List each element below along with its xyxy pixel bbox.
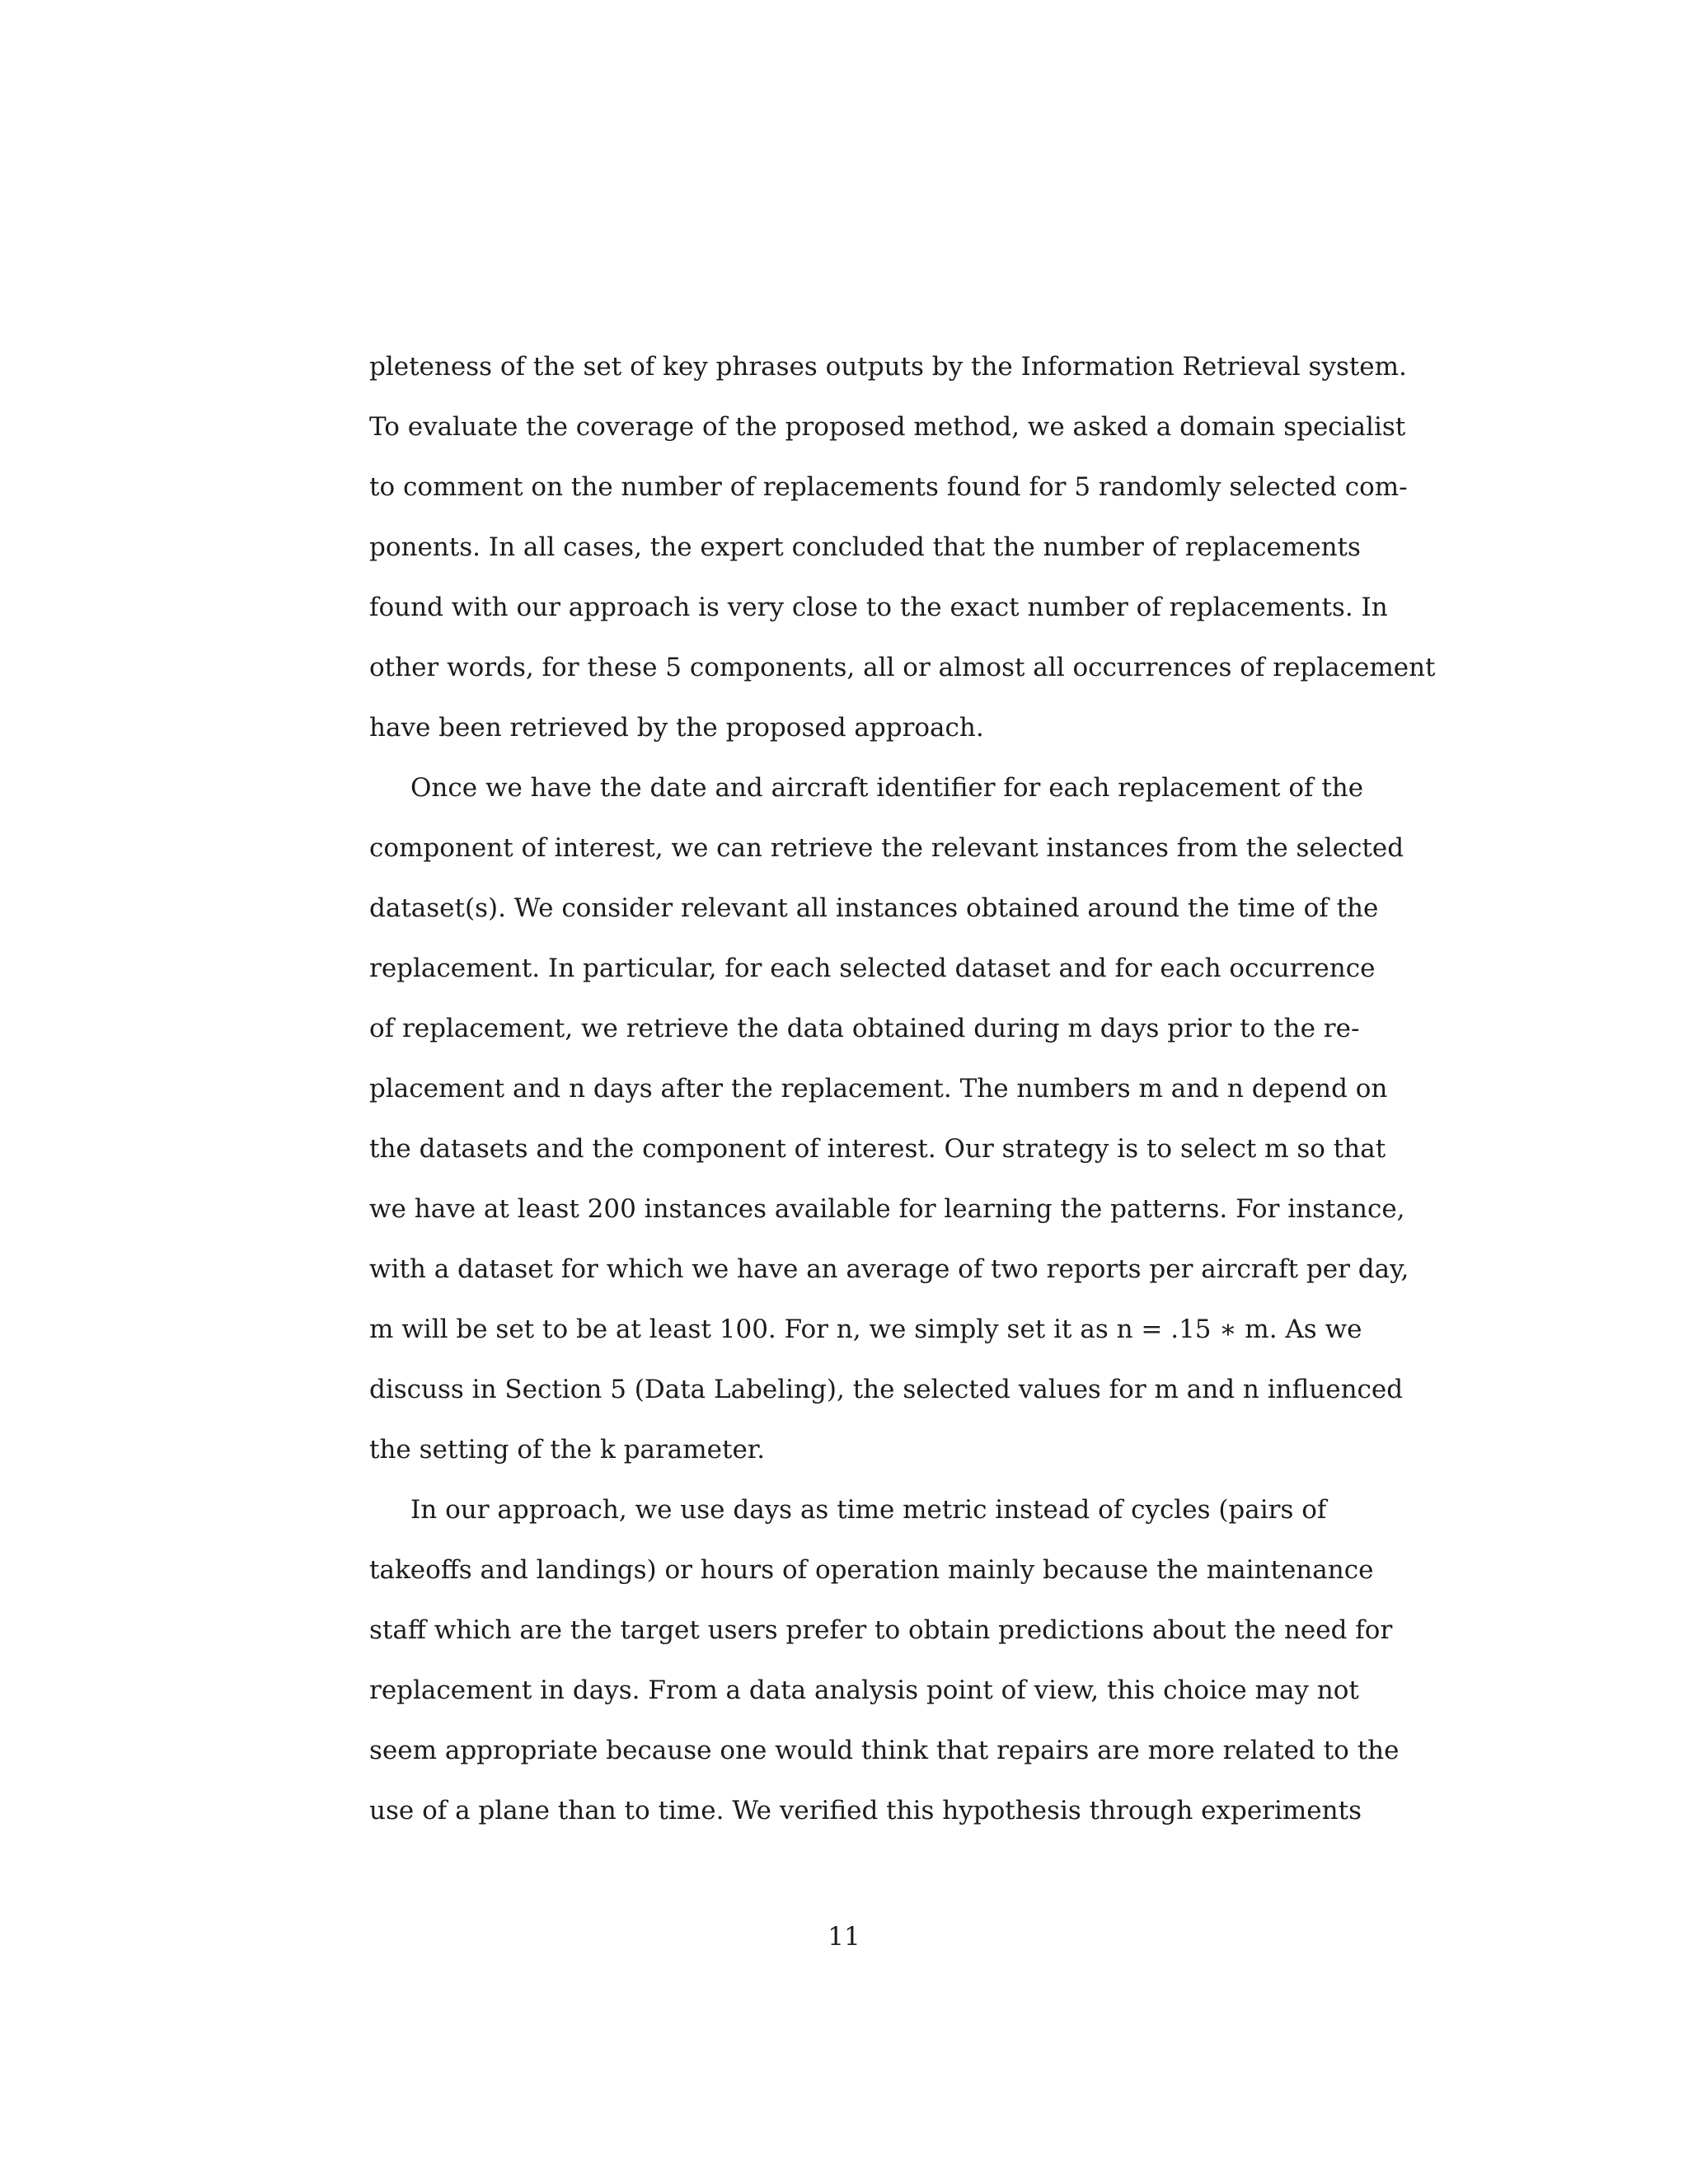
text-line: placement and n days after the replacement. The numbers m and n depend on: [369, 1074, 1388, 1104]
text-line: with a dataset for which we have an average of two reports per aircraft per day,: [369, 1254, 1409, 1284]
text-line: ponents. In all cases, the expert concluded that the number of replacements: [369, 532, 1361, 562]
text-line: found with our approach is very close to the exact number of replacements. In: [369, 593, 1388, 622]
text-line: Once we have the date and aircraft identifier for each replacement of the: [410, 773, 1364, 803]
text-line: replacement in days. From a data analysis point of view, this choice may not: [369, 1675, 1359, 1705]
text-line: pleteness of the set of key phrases outputs by the Information Retrieval system.: [369, 352, 1407, 382]
text-line: dataset(s). We consider relevant all instances obtained around the time of the: [369, 893, 1379, 923]
text-line: have been retrieved by the proposed approach.: [369, 713, 984, 743]
text-line: takeoffs and landings) or hours of operation mainly because the maintenance: [369, 1555, 1374, 1585]
text-line: we have at least 200 instances available for learning the patterns. For instance,: [369, 1194, 1405, 1224]
text-line: m will be set to be at least 100. For n, we simply set it as n = .15 ∗ m. As we: [369, 1315, 1362, 1344]
text-line: use of a plane than to time. We verified this hypothesis through experiments: [369, 1796, 1362, 1825]
text-line: the setting of the k parameter.: [369, 1435, 766, 1465]
text-line: the datasets and the component of interest. Our strategy is to select m so that: [369, 1134, 1386, 1164]
page-number: 11: [828, 1922, 860, 1952]
text-line: In our approach, we use days as time metric instead of cycles (pairs of: [410, 1495, 1327, 1525]
text-line: To evaluate the coverage of the proposed method, we asked a domain specialist: [369, 412, 1406, 442]
text-line: discuss in Section 5 (Data Labeling), the selected values for m and n influenced: [369, 1375, 1404, 1404]
text-line: other words, for these 5 components, all or almost all occurrences of replacement: [369, 653, 1436, 682]
text-line: staff which are the target users prefer to obtain predictions about the need for: [369, 1615, 1393, 1645]
text-line: component of interest, we can retrieve the relevant instances from the selected: [369, 833, 1404, 863]
text-line: replacement. In particular, for each selected dataset and for each occurrence: [369, 954, 1376, 983]
text-line: seem appropriate because one would think that repairs are more related to the: [369, 1736, 1400, 1765]
text-line: of replacement, we retrieve the data obtained during m days prior to the re-: [369, 1014, 1360, 1043]
text-line: to comment on the number of replacements found for 5 randomly selected com-: [369, 472, 1408, 502]
